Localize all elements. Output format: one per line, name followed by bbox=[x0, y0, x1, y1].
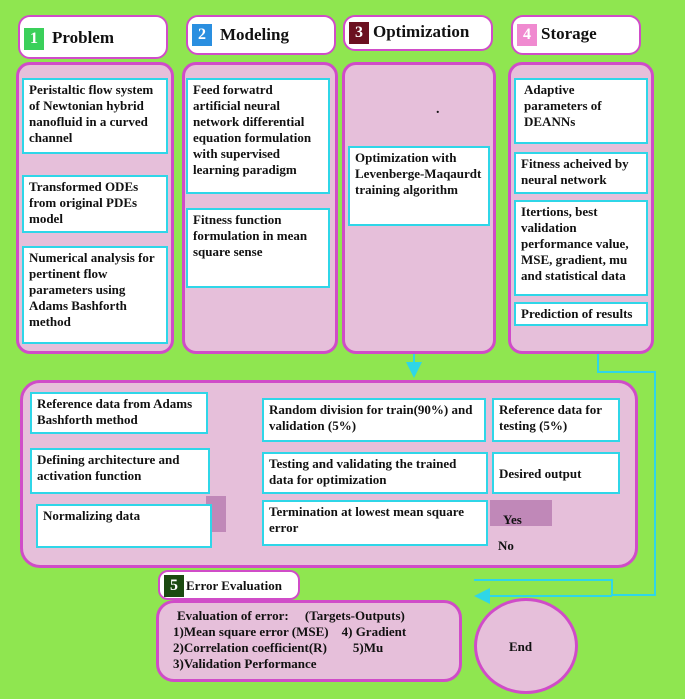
step-number-4: 4 bbox=[517, 24, 537, 46]
process-box-architecture: Defining architecture and activation function bbox=[30, 448, 210, 494]
no-label: No bbox=[498, 538, 514, 553]
header-modeling bbox=[186, 15, 336, 55]
error-line-1: 1)Mean square error (MSE) 4) Gradient bbox=[173, 624, 407, 639]
header-optimization bbox=[343, 15, 493, 51]
process-box-random-division: Random division for train(90%) and validation (5%) bbox=[262, 398, 486, 442]
storage-box-iterations: Itertions, best validation performance value, MSE, gradient, mu and statistical data bbox=[514, 200, 648, 296]
step-number-3: 3 bbox=[349, 22, 369, 44]
modeling-box-ffnn: Feed forwatrd artificial neural network differential equation formulation with supervised learning paradigm bbox=[186, 78, 330, 194]
process-box-desired-output: Desired output bbox=[492, 452, 620, 494]
error-line-3: 3)Validation Performance bbox=[173, 656, 317, 671]
process-box-ref-testing: Reference data for testing (5%) bbox=[492, 398, 620, 442]
header-problem-title: Problem bbox=[52, 28, 115, 47]
end-label: End bbox=[509, 639, 533, 654]
header-modeling-title: Modeling bbox=[220, 25, 289, 44]
problem-box-numerical: Numerical analysis for pertinent flow parameters using Adams Bashforth method bbox=[22, 246, 168, 344]
storage-box-fitness: Fitness acheived by neural network bbox=[514, 152, 648, 194]
error-evaluation-panel bbox=[156, 600, 462, 682]
storage-box-prediction: Prediction of results bbox=[514, 302, 648, 326]
process-box-termination: Termination at lowest mean square error bbox=[262, 500, 488, 546]
problem-box-flow-system: Peristaltic flow system of Newtonian hybrid nanofluid in a curved channel bbox=[22, 78, 168, 154]
step-number-2: 2 bbox=[192, 24, 212, 46]
step-number-1: 1 bbox=[24, 28, 44, 50]
header-optimization-title: Optimization bbox=[373, 22, 470, 41]
storage-box-adaptive: Adaptive parameters of DEANNs bbox=[514, 78, 648, 144]
optimization-dot: . bbox=[436, 102, 440, 117]
process-box-reference: Reference data from Adams Bashforth method bbox=[30, 392, 208, 434]
error-line-2: 2)Correlation coefficient(R) 5)Mu bbox=[173, 640, 384, 655]
header-storage-title: Storage bbox=[541, 24, 597, 43]
error-heading: Evaluation of error: (Targets-Outputs) bbox=[177, 608, 405, 623]
modeling-box-fitness: Fitness function formulation in mean square sense bbox=[186, 208, 330, 288]
header-storage bbox=[511, 15, 641, 55]
optimization-box-lm: Optimization with Levenberge-Maqaurdt training algorithm bbox=[348, 146, 490, 226]
process-box-testing-validating: Testing and validating the trained data for optimization bbox=[262, 452, 488, 494]
header-error-evaluation bbox=[158, 570, 300, 600]
end-node bbox=[474, 598, 578, 694]
yes-label: Yes bbox=[503, 512, 522, 527]
problem-box-odes: Transformed ODEs from original PDEs model bbox=[22, 175, 168, 233]
process-box-normalizing: Normalizing data bbox=[36, 504, 212, 548]
step-number-5: 5 bbox=[164, 575, 184, 597]
header-error-evaluation-title: Error Evaluation bbox=[186, 578, 282, 593]
header-problem bbox=[18, 15, 168, 59]
